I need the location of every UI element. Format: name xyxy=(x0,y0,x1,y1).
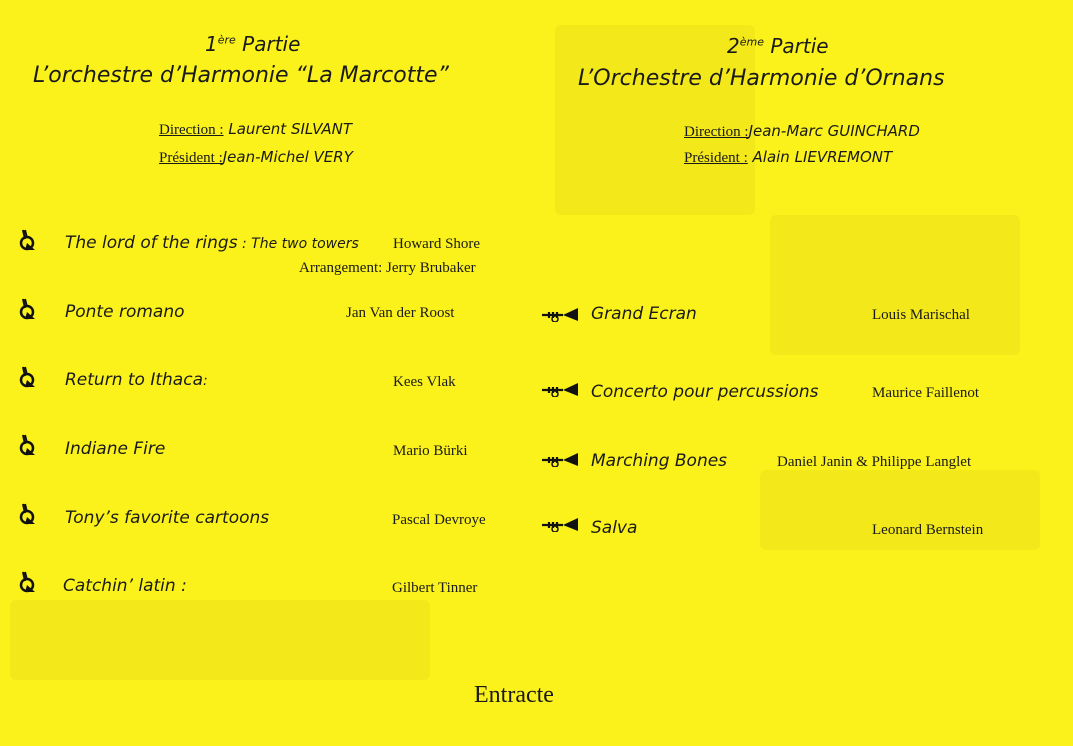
right-piece-composer: Louis Marischal xyxy=(872,307,970,323)
background-ghost xyxy=(770,215,1020,355)
french-horn-icon xyxy=(17,500,39,526)
left-piece-subtitle: : The two towers xyxy=(237,236,359,252)
right-piece-title: Concerto pour percussions xyxy=(591,382,819,402)
trumpet-icon xyxy=(541,306,581,322)
background-ghost xyxy=(10,600,430,680)
left-piece-title: Ponte romano xyxy=(65,302,185,322)
right-part-word: Partie xyxy=(770,34,829,58)
right-president-name: Alain LIEVREMONT xyxy=(747,148,893,166)
french-horn-icon xyxy=(17,363,39,389)
trumpet-icon xyxy=(541,451,581,467)
left-piece-title: Indiane Fire xyxy=(65,439,166,459)
left-part-word: Partie xyxy=(242,32,301,56)
right-part-sup: ème xyxy=(739,35,764,49)
left-piece-title: Catchin’ latin : xyxy=(63,576,187,596)
left-piece-title: Tony’s favorite cartoons xyxy=(65,508,270,528)
left-piece-title-text: The lord of the rings xyxy=(65,233,238,253)
right-piece-title: Grand Ecran xyxy=(591,304,697,324)
left-piece-subtitle: : xyxy=(202,373,208,389)
right-piece-composer: Leonard Bernstein xyxy=(872,522,984,538)
right-direction xyxy=(684,122,920,141)
right-part-title xyxy=(727,34,829,58)
right-direction-label: Direction : xyxy=(684,124,749,140)
left-direction-name: Laurent SILVANT xyxy=(223,120,353,138)
trumpet-icon xyxy=(541,381,581,397)
left-piece-arrangement: Arrangement: Jerry Brubaker xyxy=(299,260,476,276)
left-piece-composer: Mario Bürki xyxy=(393,443,468,459)
left-president-label: Président : xyxy=(159,150,223,166)
right-orchestra-name: L’Orchestre d’Harmonie d’Ornans xyxy=(578,66,945,91)
left-piece-composer: Jan Van der Roost xyxy=(346,305,455,321)
left-part-number: 1 xyxy=(205,32,218,56)
french-horn-icon xyxy=(17,431,39,457)
left-piece-composer: Kees Vlak xyxy=(393,374,456,390)
left-direction xyxy=(159,120,352,139)
left-piece-title xyxy=(65,233,359,253)
right-piece-title: Marching Bones xyxy=(591,451,728,471)
right-part-number: 2 xyxy=(727,34,740,58)
left-piece-title xyxy=(65,370,208,390)
left-piece-composer: Gilbert Tinner xyxy=(392,580,478,596)
french-horn-icon xyxy=(17,226,39,252)
right-direction-name: Jean-Marc GUINCHARD xyxy=(748,122,920,140)
left-president xyxy=(159,148,353,167)
right-president-label: Président : xyxy=(684,150,748,166)
left-direction-label: Direction : xyxy=(159,122,224,138)
left-piece-title-text: Return to Ithaca xyxy=(65,370,203,390)
entracte-label: Entracte xyxy=(474,682,554,708)
right-piece-composer: Maurice Faillenot xyxy=(872,385,980,401)
background-ghost xyxy=(555,25,755,215)
left-part-sup: ère xyxy=(217,33,236,47)
french-horn-icon xyxy=(17,295,39,321)
french-horn-icon xyxy=(17,568,39,594)
right-president xyxy=(684,148,892,167)
left-piece-composer: Pascal Devroye xyxy=(392,512,486,528)
left-piece-composer: Howard Shore xyxy=(393,236,481,252)
right-piece-composer: Daniel Janin & Philippe Langlet xyxy=(777,454,972,470)
left-part-title xyxy=(205,32,300,56)
trumpet-icon xyxy=(541,516,581,532)
left-orchestra-name: L’orchestre d’Harmonie “La Marcotte” xyxy=(33,63,449,88)
left-president-name: Jean-Michel VERY xyxy=(222,148,353,166)
right-piece-title: Salva xyxy=(591,518,638,538)
